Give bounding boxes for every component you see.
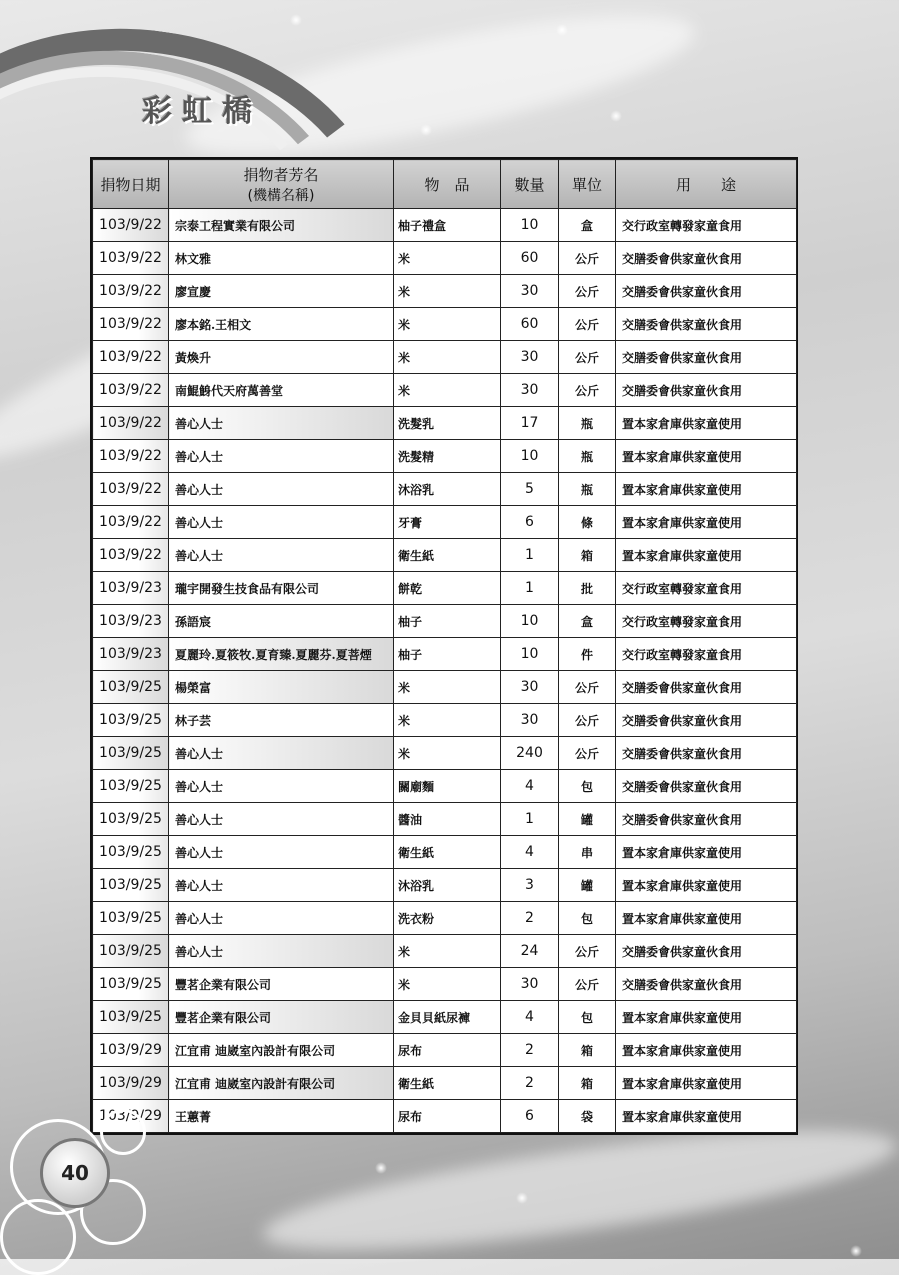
- table-row: [93, 671, 797, 704]
- table-row: [93, 1067, 797, 1100]
- table-row: [93, 440, 797, 473]
- cell-qty: 2: [501, 902, 559, 935]
- cell-date: 103/9/25: [93, 803, 169, 836]
- cell-qty: 10: [501, 209, 559, 242]
- cell-date: 103/9/22: [93, 341, 169, 374]
- table-row: [93, 209, 797, 242]
- cell-unit: 盒: [559, 605, 616, 638]
- cell-qty: 17: [501, 407, 559, 440]
- cell-unit: 罐: [559, 803, 616, 836]
- cell-date: 103/9/29: [93, 1100, 169, 1133]
- cell-item: 沐浴乳: [394, 473, 501, 506]
- table-row: [93, 1001, 797, 1034]
- cell-donor: 善心人士: [169, 539, 394, 572]
- cell-item: 尿布: [394, 1100, 501, 1133]
- cell-donor: 廖宣慶: [169, 275, 394, 308]
- cell-use: 置本家倉庫供家童使用: [616, 1001, 797, 1034]
- cell-donor: 善心人士: [169, 737, 394, 770]
- cell-donor: 善心人士: [169, 836, 394, 869]
- cell-item: 衛生紙: [394, 539, 501, 572]
- cell-use: 交膳委會供家童伙食用: [616, 968, 797, 1001]
- sparkle-icon: [610, 110, 622, 122]
- table-row: [93, 737, 797, 770]
- cell-date: 103/9/22: [93, 539, 169, 572]
- cell-item: 柚子: [394, 605, 501, 638]
- cell-donor: 善心人士: [169, 935, 394, 968]
- page-number: 40: [40, 1138, 110, 1208]
- cell-item: 柚子: [394, 638, 501, 671]
- cell-unit: 包: [559, 902, 616, 935]
- cell-item: 衛生紙: [394, 836, 501, 869]
- cell-item: 米: [394, 968, 501, 1001]
- cell-unit: 批: [559, 572, 616, 605]
- donation-table-container: [90, 157, 798, 1135]
- cell-date: 103/9/25: [93, 770, 169, 803]
- table-row: [93, 869, 797, 902]
- column-header-donor-sublabel: (機構名稱): [247, 187, 315, 204]
- table-row: [93, 935, 797, 968]
- cell-use: 交膳委會供家童伙食用: [616, 275, 797, 308]
- cell-item: 米: [394, 242, 501, 275]
- cell-qty: 10: [501, 605, 559, 638]
- cell-unit: 瓶: [559, 440, 616, 473]
- cell-donor: 南鯤鯓代天府萬善堂: [169, 374, 394, 407]
- cell-use: 交行政室轉發家童食用: [616, 638, 797, 671]
- cell-item: 餅乾: [394, 572, 501, 605]
- cell-item: 米: [394, 671, 501, 704]
- cell-date: 103/9/22: [93, 506, 169, 539]
- sparkle-icon: [556, 24, 568, 36]
- cell-unit: 公斤: [559, 308, 616, 341]
- cell-use: 交膳委會供家童伙食用: [616, 935, 797, 968]
- cell-qty: 30: [501, 704, 559, 737]
- column-header-qty: 數量: [501, 160, 559, 209]
- table-row: [93, 836, 797, 869]
- cell-unit: 包: [559, 1001, 616, 1034]
- cell-donor: 廖本銘.王相文: [169, 308, 394, 341]
- cell-item: 米: [394, 737, 501, 770]
- cell-use: 交行政室轉發家童食用: [616, 209, 797, 242]
- table-row: [93, 308, 797, 341]
- cell-donor: 瓏宇開發生技食品有限公司: [169, 572, 394, 605]
- column-header-item: 物 品: [394, 160, 501, 209]
- cell-qty: 30: [501, 968, 559, 1001]
- cell-use: 交膳委會供家童伙食用: [616, 374, 797, 407]
- cell-unit: 瓶: [559, 473, 616, 506]
- cell-item: 金貝貝紙尿褲: [394, 1001, 501, 1034]
- cell-item: 關廟麵: [394, 770, 501, 803]
- cell-item: 沐浴乳: [394, 869, 501, 902]
- cell-qty: 30: [501, 275, 559, 308]
- cell-item: 米: [394, 374, 501, 407]
- cell-item: 柚子禮盒: [394, 209, 501, 242]
- cell-use: 置本家倉庫供家童使用: [616, 1067, 797, 1100]
- table-row: [93, 275, 797, 308]
- cell-unit: 公斤: [559, 275, 616, 308]
- cell-donor: 林子芸: [169, 704, 394, 737]
- sparkle-icon: [850, 1245, 862, 1257]
- sparkle-icon: [375, 1162, 387, 1174]
- donation-table: [92, 159, 797, 1133]
- table-row: [93, 506, 797, 539]
- cell-unit: 公斤: [559, 341, 616, 374]
- cell-qty: 60: [501, 308, 559, 341]
- cell-date: 103/9/22: [93, 440, 169, 473]
- cell-use: 交膳委會供家童伙食用: [616, 242, 797, 275]
- cell-qty: 10: [501, 638, 559, 671]
- cell-item: 米: [394, 308, 501, 341]
- cell-unit: 袋: [559, 1100, 616, 1133]
- cell-use: 置本家倉庫供家童使用: [616, 506, 797, 539]
- cell-use: 交膳委會供家童伙食用: [616, 704, 797, 737]
- column-header-donor-label: 捐物者芳名: [243, 165, 319, 184]
- cell-use: 交膳委會供家童伙食用: [616, 308, 797, 341]
- cell-use: 置本家倉庫供家童使用: [616, 440, 797, 473]
- cell-date: 103/9/25: [93, 671, 169, 704]
- cell-qty: 4: [501, 770, 559, 803]
- cell-date: 103/9/23: [93, 638, 169, 671]
- table-row: [93, 341, 797, 374]
- cell-donor: 善心人士: [169, 803, 394, 836]
- cell-unit: 罐: [559, 869, 616, 902]
- cell-date: 103/9/23: [93, 605, 169, 638]
- cell-date: 103/9/25: [93, 935, 169, 968]
- cell-qty: 10: [501, 440, 559, 473]
- sparkle-icon: [420, 124, 432, 136]
- cell-unit: 箱: [559, 1067, 616, 1100]
- cell-item: 洗髮乳: [394, 407, 501, 440]
- logo-title: 彩虹橋: [142, 94, 262, 129]
- cell-date: 103/9/22: [93, 308, 169, 341]
- cell-qty: 30: [501, 374, 559, 407]
- cell-donor: 黃煥升: [169, 341, 394, 374]
- table-row: [93, 605, 797, 638]
- cell-use: 置本家倉庫供家童使用: [616, 836, 797, 869]
- column-header-unit: 單位: [559, 160, 616, 209]
- cell-donor: 善心人士: [169, 407, 394, 440]
- cell-donor: 林文雅: [169, 242, 394, 275]
- table-row: [93, 803, 797, 836]
- table-row: [93, 539, 797, 572]
- cell-use: 交膳委會供家童伙食用: [616, 341, 797, 374]
- cell-donor: 江宜甫 迪崴室內設計有限公司: [169, 1067, 394, 1100]
- cell-donor: 豐茗企業有限公司: [169, 1001, 394, 1034]
- cell-donor: 善心人士: [169, 902, 394, 935]
- table-row: [93, 704, 797, 737]
- cell-item: 洗衣粉: [394, 902, 501, 935]
- sparkle-icon: [516, 1192, 528, 1204]
- cell-date: 103/9/22: [93, 473, 169, 506]
- cell-qty: 6: [501, 1100, 559, 1133]
- cell-qty: 5: [501, 473, 559, 506]
- cell-qty: 30: [501, 671, 559, 704]
- cell-date: 103/9/25: [93, 836, 169, 869]
- cell-date: 103/9/22: [93, 374, 169, 407]
- cell-donor: 王蕙菁: [169, 1100, 394, 1133]
- cell-date: 103/9/22: [93, 275, 169, 308]
- cell-item: 衛生紙: [394, 1067, 501, 1100]
- cell-use: 交膳委會供家童伙食用: [616, 770, 797, 803]
- cell-qty: 4: [501, 836, 559, 869]
- cell-qty: 4: [501, 1001, 559, 1034]
- cell-qty: 6: [501, 506, 559, 539]
- cell-donor: 善心人士: [169, 440, 394, 473]
- cell-unit: 公斤: [559, 374, 616, 407]
- cell-donor: 善心人士: [169, 473, 394, 506]
- cell-unit: 公斤: [559, 935, 616, 968]
- cell-use: 置本家倉庫供家童使用: [616, 1100, 797, 1133]
- table-row: [93, 638, 797, 671]
- cell-use: 置本家倉庫供家童使用: [616, 473, 797, 506]
- cell-qty: 60: [501, 242, 559, 275]
- cell-date: 103/9/23: [93, 572, 169, 605]
- table-row: [93, 473, 797, 506]
- cell-date: 103/9/22: [93, 209, 169, 242]
- cell-use: 置本家倉庫供家童使用: [616, 902, 797, 935]
- cell-qty: 1: [501, 803, 559, 836]
- table-row: [93, 902, 797, 935]
- cell-qty: 24: [501, 935, 559, 968]
- cell-unit: 公斤: [559, 242, 616, 275]
- cell-use: 交膳委會供家童伙食用: [616, 671, 797, 704]
- table-body: [93, 209, 797, 1133]
- table-row: [93, 770, 797, 803]
- cell-use: 交行政室轉發家童食用: [616, 572, 797, 605]
- cell-unit: 公斤: [559, 968, 616, 1001]
- cell-date: 103/9/29: [93, 1034, 169, 1067]
- cell-donor: 楊榮富: [169, 671, 394, 704]
- decorative-ring: [0, 1199, 76, 1275]
- table-row: [93, 1100, 797, 1133]
- cell-qty: 2: [501, 1067, 559, 1100]
- cell-donor: 善心人士: [169, 869, 394, 902]
- cell-unit: 公斤: [559, 737, 616, 770]
- cell-item: 牙膏: [394, 506, 501, 539]
- decorative-ring: [100, 1109, 146, 1155]
- table-row: [93, 374, 797, 407]
- table-header-row: [93, 160, 797, 209]
- cell-qty: 3: [501, 869, 559, 902]
- cell-use: 置本家倉庫供家童使用: [616, 1034, 797, 1067]
- cell-item: 米: [394, 341, 501, 374]
- cell-use: 置本家倉庫供家童使用: [616, 407, 797, 440]
- cell-date: 103/9/25: [93, 704, 169, 737]
- table-row: [93, 242, 797, 275]
- cell-date: 103/9/25: [93, 902, 169, 935]
- cell-qty: 30: [501, 341, 559, 374]
- cell-date: 103/9/25: [93, 869, 169, 902]
- cell-date: 103/9/25: [93, 1001, 169, 1034]
- cell-unit: 條: [559, 506, 616, 539]
- sparkle-icon: [290, 14, 302, 26]
- cell-unit: 件: [559, 638, 616, 671]
- table-row: [93, 1034, 797, 1067]
- cell-use: 置本家倉庫供家童使用: [616, 869, 797, 902]
- cell-donor: 宗泰工程實業有限公司: [169, 209, 394, 242]
- cell-qty: 240: [501, 737, 559, 770]
- cell-use: 交行政室轉發家童食用: [616, 605, 797, 638]
- cell-item: 尿布: [394, 1034, 501, 1067]
- cell-date: 103/9/25: [93, 968, 169, 1001]
- cell-date: 103/9/22: [93, 407, 169, 440]
- cell-date: 103/9/22: [93, 242, 169, 275]
- cell-qty: 1: [501, 539, 559, 572]
- cell-unit: 瓶: [559, 407, 616, 440]
- cell-donor: 豐茗企業有限公司: [169, 968, 394, 1001]
- cell-donor: 夏麗玲.夏筱牧.夏育臻.夏麗芬.夏菩煙: [169, 638, 394, 671]
- cell-item: 米: [394, 704, 501, 737]
- cell-unit: 盒: [559, 209, 616, 242]
- cell-item: 洗髮精: [394, 440, 501, 473]
- cell-date: 103/9/25: [93, 737, 169, 770]
- column-header-donor: [169, 160, 394, 209]
- table-row: [93, 572, 797, 605]
- cell-unit: 箱: [559, 539, 616, 572]
- cell-unit: 公斤: [559, 704, 616, 737]
- cell-donor: 善心人士: [169, 770, 394, 803]
- cell-donor: 孫語宸: [169, 605, 394, 638]
- table-row: [93, 407, 797, 440]
- cell-item: 米: [394, 275, 501, 308]
- column-header-date: 捐物日期: [93, 160, 169, 209]
- cell-item: 米: [394, 935, 501, 968]
- column-header-use: 用 途: [616, 160, 797, 209]
- cell-qty: 2: [501, 1034, 559, 1067]
- cell-date: 103/9/29: [93, 1067, 169, 1100]
- cell-unit: 公斤: [559, 671, 616, 704]
- table-row: [93, 968, 797, 1001]
- cell-donor: 江宜甫 迪崴室內設計有限公司: [169, 1034, 394, 1067]
- cell-unit: 串: [559, 836, 616, 869]
- cell-use: 交膳委會供家童伙食用: [616, 803, 797, 836]
- cell-unit: 包: [559, 770, 616, 803]
- cell-use: 置本家倉庫供家童使用: [616, 539, 797, 572]
- cell-donor: 善心人士: [169, 506, 394, 539]
- cell-item: 醬油: [394, 803, 501, 836]
- cell-unit: 箱: [559, 1034, 616, 1067]
- cell-qty: 1: [501, 572, 559, 605]
- cell-use: 交膳委會供家童伙食用: [616, 737, 797, 770]
